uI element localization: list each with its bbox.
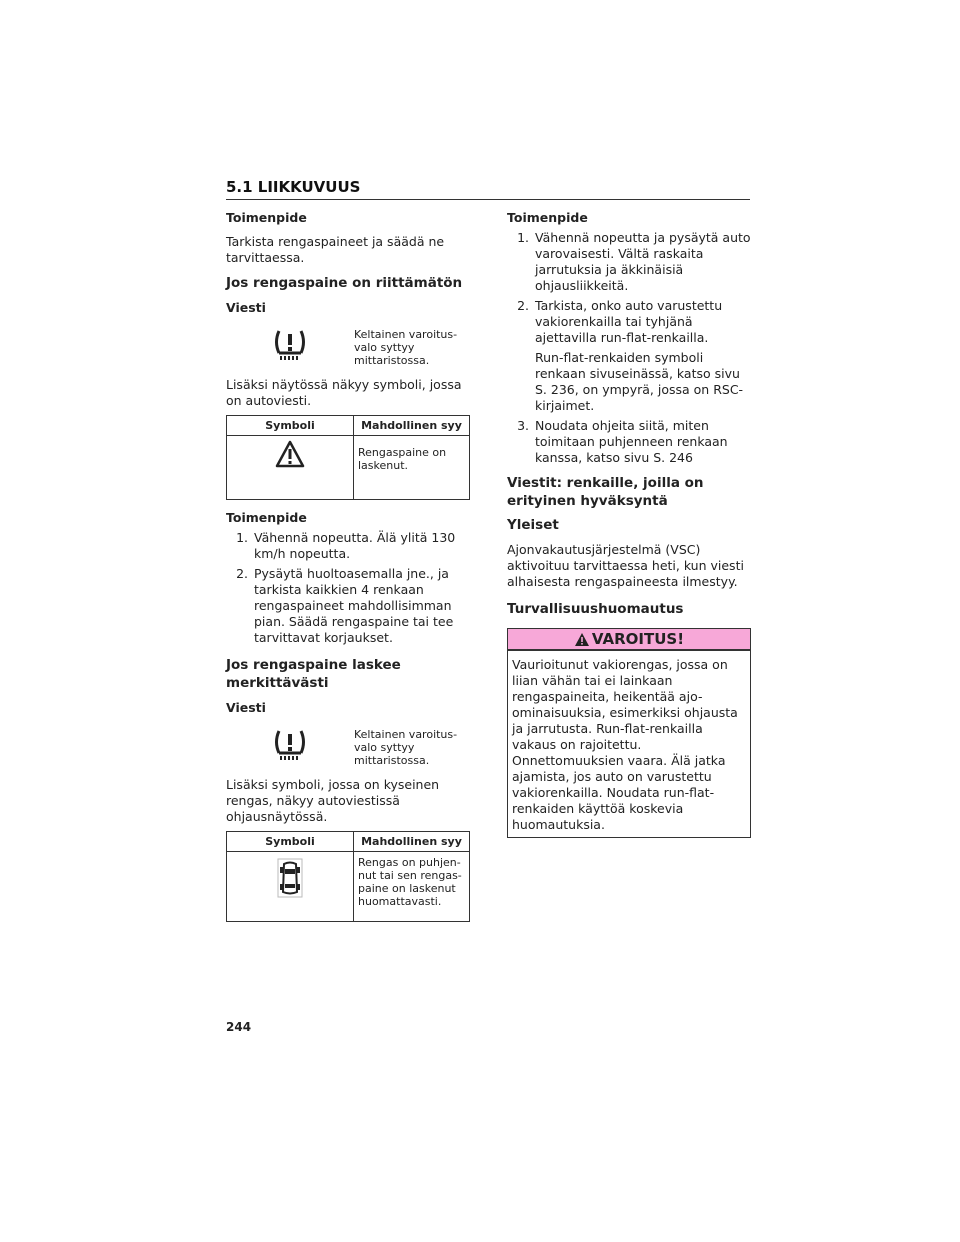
list-item [507,298,751,414]
tpms-warning-text-2: Keltainen varoitus-valo syttyy mittaristossa. [354,728,458,767]
table2-header-symbol: Symboli [227,832,354,852]
warning-triangle-icon [574,632,590,647]
list-item-text: Vähennä nopeutta. Älä ylitä 130 km/h nopeutta. [254,530,456,561]
heading-general: Yleiset [507,517,559,533]
car-tire-icon [277,858,303,898]
list-item [226,530,470,562]
warning-body: Vaurioitunut vakiorengas, jossa on liian vähän tai ei lainkaan rengaspaineita, heikentää ajo-ominaisuuksia, esimerkiksi ohjausta ja jarrutusta. Run-flat-renkailla vakaus on rajoitettu. Onnettomuuksien vaara. Älä jatka ajamista, jos auto on varustettu vakiorenkailla. Noudata run-flat-renkaiden käyttöä koskevia huomautuksia. [512,657,738,832]
list-item [507,418,751,466]
list-item-text: Pysäytä huoltoasemalla jne., ja tarkista kaikkien 4 renkaan rengaspaineet mahdollisimman pian. Säädä rengaspaine tai tee tarvittavat korjaukset. [254,566,454,645]
right-paragraph-1: Ajonvakautusjärjestelmä (VSC) aktivoituu tarvittaessa heti, kun viesti alhaisesta rengaspaineesta ilmestyy. [507,542,744,589]
left-column [226,210,470,922]
left-paragraph-2: Lisäksi näytössä näkyy symboli, jossa on autoviesti. [226,377,462,408]
list-item-number: 2. [517,298,529,313]
table1-cause: Rengaspaine on laskenut. [354,436,470,500]
heading-significant-drop: Jos rengaspaine laskee merkittävästi [226,657,401,691]
list-item-body [535,298,751,414]
table2-cause: Rengas on puhjen-nut tai sen rengas-paine on laskenut huomattavasti. [354,852,470,922]
list-item-number: 1. [236,530,248,545]
tpms-warning-row-2 [226,722,470,767]
heading-safety-note: Turvallisuushuomautus [507,601,684,617]
list-item-text: Vähennä nopeutta ja pysäytä auto varovaisesti. Vältä raskaita jarrutuksia ja äkkinäisiä ohjausliikkeitä. [535,230,751,293]
warning-title: VAROITUS! [591,630,685,648]
list-item-text: Noudata ohjeita siitä, miten toimitaan puhjenneen renkaan kanssa, katso sivu S. 246 [535,418,728,465]
right-procedure-list [507,230,751,466]
right-procedure-heading: Toimenpide [507,210,588,225]
list-item-extra: Run-flat-renkaiden symboli renkaan sivuseinässä, katso sivu S. 236, on ympyrä, jossa on RSC-kirjaimet. [535,350,744,413]
symbol-table-1 [226,415,470,500]
left-paragraph-3: Lisäksi symboli, jossa on kyseinen rengas, näkyy autoviestissä ohjausnäytössä. [226,777,440,824]
tpms-warning-text-1: Keltainen varoitus-valo syttyy mittaristossa. [354,328,458,367]
list-item-number: 2. [236,566,248,581]
heading-insufficient-pressure: Jos rengaspaine on riittämätön [226,275,463,291]
table1-header-symbol: Symboli [227,416,354,436]
section-rule [226,199,750,200]
warning-triangle-icon [275,440,305,468]
left-procedure-heading-2: Toimenpide [226,510,307,525]
tpms-warning-icon [272,726,308,762]
left-paragraph-1: Tarkista rengaspaineet ja säädä ne tarvittaessa. [226,234,445,265]
page-number: 244 [226,1020,252,1034]
table2-header-cause: Mahdollinen syy [354,832,470,852]
list-item [226,566,470,646]
list-item-number: 1. [517,230,529,245]
heading-special-tyres: Viestit: renkaille, joilla on erityinen hyväksyntä [507,475,704,509]
right-column [507,210,751,838]
left-procedure-list [226,530,470,646]
warning-title-bar [508,629,750,651]
warning-box [507,628,751,838]
symbol-table-2 [226,831,470,922]
left-message-label-1: Viesti [226,300,266,315]
list-item-text: Tarkista, onko auto varustettu vakiorenkailla tai tyhjänä ajettavilla run-flat-renkailla. [535,298,723,345]
section-header: 5.1 LIIKKUVUUS [226,178,361,196]
left-message-label-2: Viesti [226,700,266,715]
left-procedure-heading-1: Toimenpide [226,210,307,225]
table1-header-cause: Mahdollinen syy [354,416,470,436]
tpms-warning-row-1 [226,322,470,367]
tpms-warning-icon [272,326,308,362]
list-item-number: 3. [517,418,529,433]
list-item [507,230,751,294]
